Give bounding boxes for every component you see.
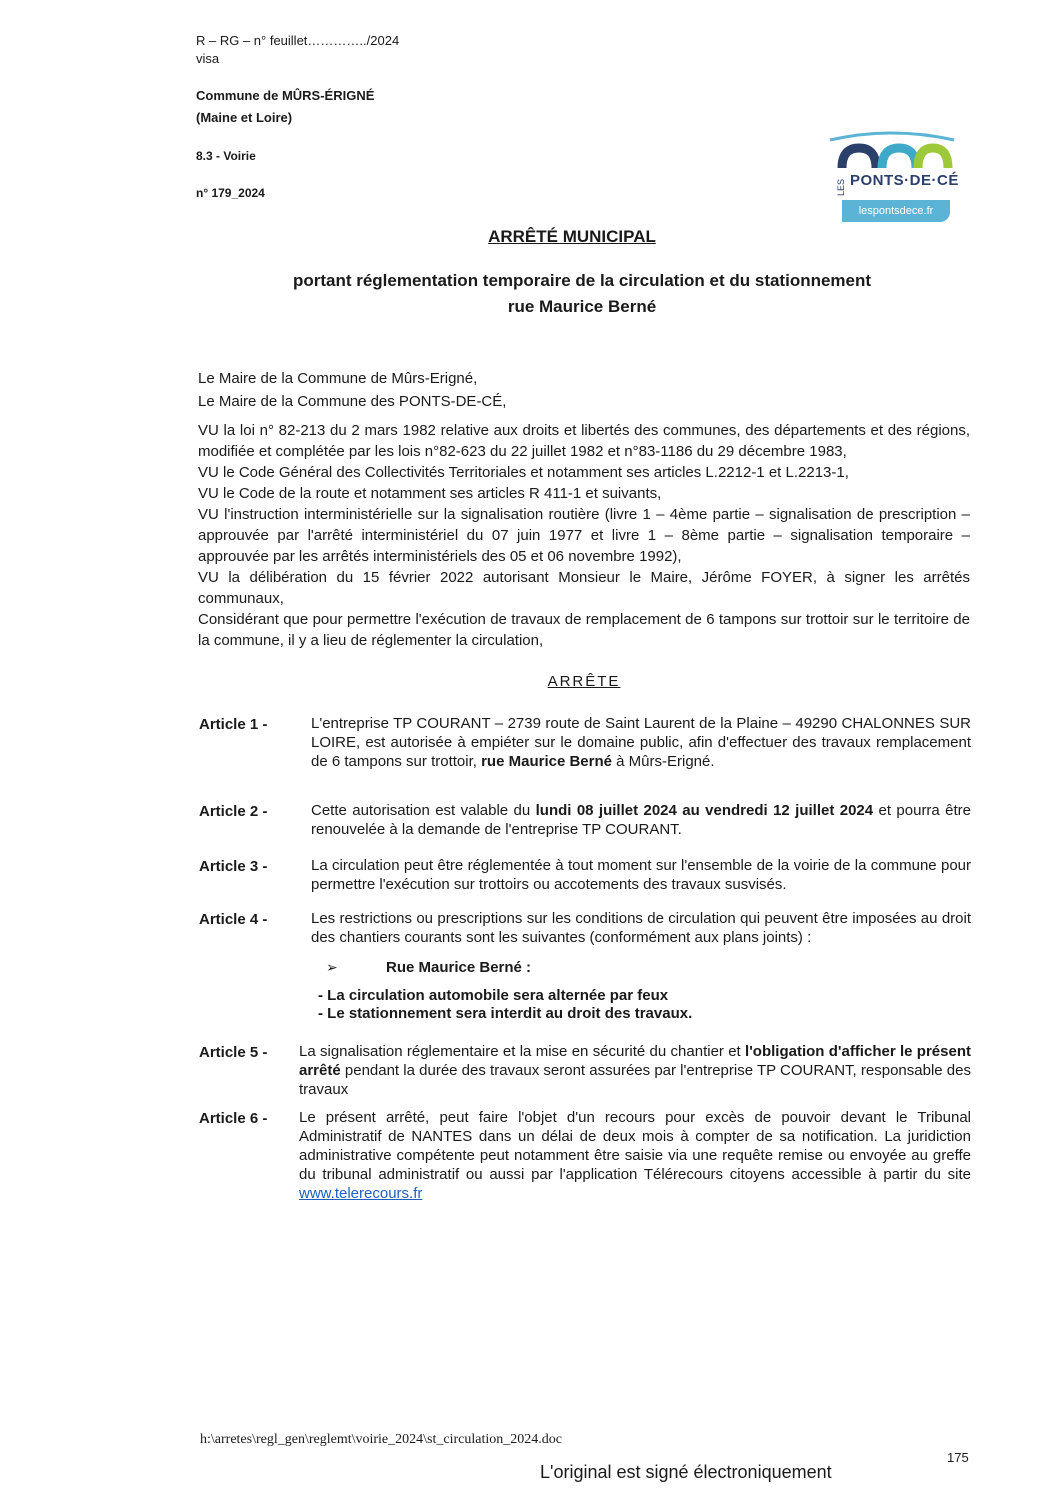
article-4-street: Rue Maurice Berné : bbox=[386, 959, 532, 976]
vu-loi-1982: VU la loi n° 82-213 du 2 mars 1982 relative aux droits et libertés des communes, des départements et des régions, modifiée et complétée par les lois n°82-623 du 22 juillet 1982 et n°83-1186 du 29 décembre 1983, bbox=[198, 422, 970, 460]
article-3-text: La circulation peut être réglementée à tout moment sur l'ensemble de la voirie de la commune pour permettre l'exécution sur trottoirs ou accotements des travaux susvisés. bbox=[311, 857, 971, 893]
article-1-label: Article 1 - bbox=[199, 716, 268, 733]
article-6-label: Article 6 - bbox=[199, 1110, 268, 1127]
article-4-label: Article 4 - bbox=[199, 911, 268, 928]
article-4-item-parking: - Le stationnement sera interdit au droit des travaux. bbox=[318, 1005, 693, 1022]
page-number: 175 bbox=[947, 1450, 969, 1465]
considerant: Considérant que pour permettre l'exécution de travaux de remplacement de 6 tampons sur trottoir sur le territoire de la commune, il y a lieu de réglementer la circulation, bbox=[198, 611, 970, 649]
mayor-ponts-de-ce: Le Maire de la Commune des PONTS-DE-CÉ, bbox=[198, 393, 507, 410]
article-6-text-part: Le présent arrêté, peut faire l'objet d'un recours pour excès de pouvoir devant le Tribunal Administratif de NANTES dans un délai de deux mois à compter de sa notification. La juridiction administrative compétente peut notamment être saisie via une requête remise ou envoyée au greffe du tribunal administratif ou aussi par l'application Télérecours citoyens accessible à partir du site bbox=[299, 1109, 971, 1183]
article-5-text-part: La signalisation réglementaire et la mise en sécurité du chantier et bbox=[299, 1043, 746, 1060]
document-subtitle-line2: rue Maurice Berné bbox=[507, 297, 657, 316]
article-2-text-end: et pourra être renouvelée à la demande de l'entreprise TP COURANT. bbox=[311, 802, 972, 838]
arrow-bullet-icon: ➢ bbox=[326, 959, 338, 975]
article-3-label: Article 3 - bbox=[199, 858, 268, 875]
article-1-street: rue Maurice Berné bbox=[481, 753, 612, 770]
commune-name: Commune de MÛRS-ÉRIGNÉ bbox=[196, 88, 375, 103]
article-1-text bbox=[311, 714, 971, 771]
article-2-dates: lundi 08 juillet 2024 au vendredi 12 juillet 2024 bbox=[535, 802, 874, 819]
logo-url-badge: lespontsdece.fr bbox=[842, 200, 950, 222]
article-2-label: Article 2 - bbox=[199, 803, 268, 820]
arrete-heading: ARRÊTE bbox=[547, 673, 621, 690]
vu-cgct: VU le Code Général des Collectivités Territoriales et notamment ses articles L.2212-1 et L.2213-1, bbox=[198, 464, 849, 481]
vu-instruction: VU l'instruction interministérielle sur la signalisation routière (livre 1 – 4ème partie – signalisation de prescription – approuvée par l'arrêté interministériel du 07 juin 1977 et livre 1 – 8ème partie – signalisation temporaire – approuvée par les arrêtés interministériels des 05 et 06 novembre 1992), bbox=[198, 506, 970, 565]
article-2-text-part: Cette autorisation est valable du bbox=[311, 802, 536, 819]
vu-deliberation: VU la délibération du 15 février 2022 autorisant Monsieur le Maire, Jérôme FOYER, à signer les arrêtés communaux, bbox=[198, 569, 970, 607]
article-1-text-part: L'entreprise TP COURANT – 2739 route de Saint Laurent de la Plaine – 49290 CHALONNES SUR LOIRE, est autorisée à empiéter sur le domaine public, afin d'effectuer des travaux remplacement de 6 tampons sur trottoir, bbox=[311, 715, 971, 770]
document-title: ARRÊTÉ MUNICIPAL bbox=[488, 227, 656, 246]
ponts-de-ce-logo bbox=[826, 124, 958, 226]
article-4-text: Les restrictions ou prescriptions sur les conditions de circulation qui peuvent être imposées au droit des chantiers courants sont les suivantes (conformément aux plans joints) : bbox=[311, 910, 971, 946]
telerecours-link[interactable]: www.telerecours.fr bbox=[299, 1185, 423, 1202]
preamble-block bbox=[198, 420, 970, 651]
category-label: 8.3 - Voirie bbox=[196, 149, 256, 163]
article-5-text-end: pendant la durée des travaux seront assurées par l'entreprise TP COURANT, responsable des travaux bbox=[299, 1062, 971, 1098]
logo-side-text: LES bbox=[836, 178, 846, 196]
mayor-murs-erigne: Le Maire de la Commune de Mûrs-Erigné, bbox=[198, 370, 478, 387]
electronic-signature-note: L'original est signé électroniquement bbox=[540, 1462, 832, 1482]
reference-line: R – RG – n° feuillet…………../2024 bbox=[196, 33, 400, 48]
vu-code-route: VU le Code de la route et notamment ses articles R 411-1 et suivants, bbox=[198, 485, 662, 502]
article-5-label: Article 5 - bbox=[199, 1044, 268, 1061]
article-1-text-end: à Mûrs-Erigné. bbox=[611, 753, 715, 770]
article-4-item-traffic: - La circulation automobile sera alternée par feux bbox=[318, 987, 669, 1004]
logo-name: PONTS·DE·CÉ bbox=[850, 172, 959, 189]
article-5-obligation: l'obligation d'afficher le présent arrêté bbox=[299, 1043, 971, 1079]
article-6-text bbox=[299, 1108, 971, 1203]
commune-department: (Maine et Loire) bbox=[196, 110, 293, 125]
article-2-text bbox=[311, 801, 971, 839]
article-5-text bbox=[299, 1042, 971, 1099]
visa-label: visa bbox=[196, 51, 220, 66]
file-path: h:\arretes\regl_gen\reglemt\voirie_2024\st_circulation_2024.doc bbox=[200, 1432, 562, 1447]
document-subtitle-line1: portant réglementation temporaire de la circulation et du stationnement bbox=[292, 271, 872, 290]
decree-number: n° 179_2024 bbox=[196, 186, 265, 200]
